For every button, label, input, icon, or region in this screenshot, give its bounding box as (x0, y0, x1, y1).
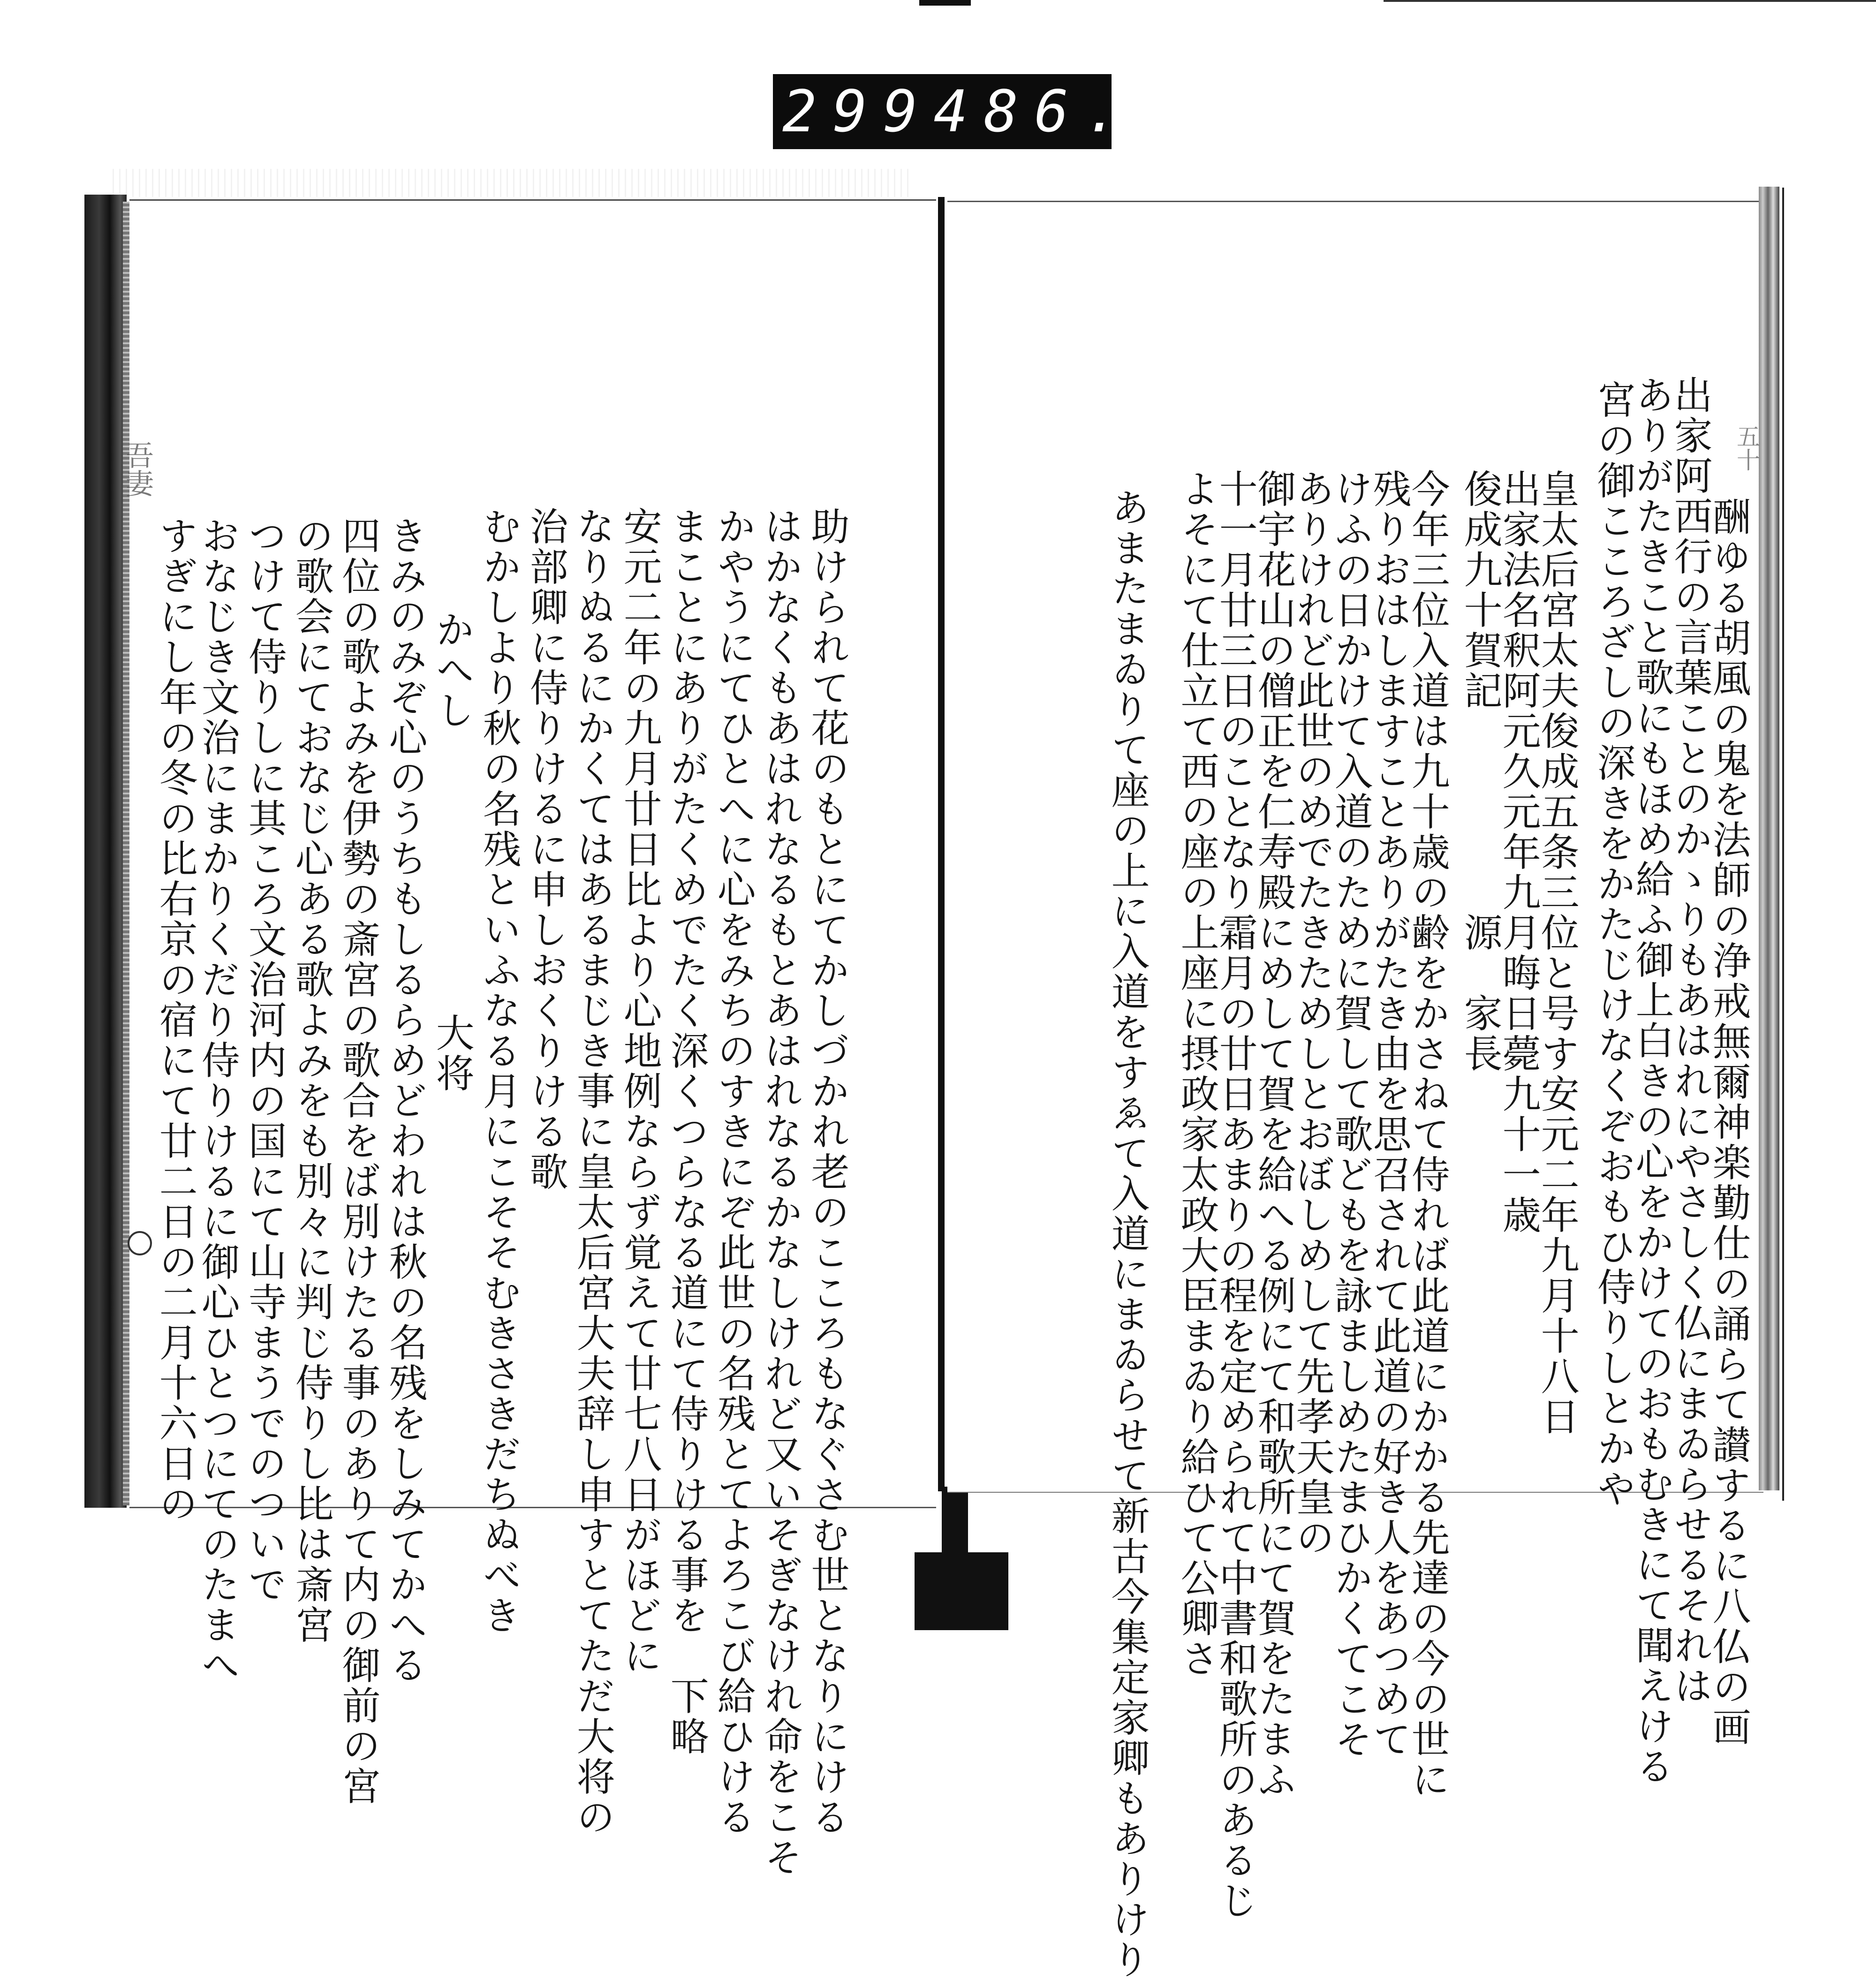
left-column-11: 四位の歌よみを伊勢の斎宮の歌合をば別けたる事のありて内の御前の宮 (336, 516, 381, 1806)
page-circle-mark (128, 1231, 152, 1255)
left-column-8: むかしより秋の名残といふなる月にこそそむきさきだちぬべき (477, 506, 522, 1636)
left-column-6: なりぬるにかくてはあるまじき事に皇太后宮大夫辞し申すとてただ大将の (570, 506, 615, 1837)
right-column-2: 出家阿西行の言葉ことのかゝりもあはれにやさしく仏にまゐらせるそれは (1668, 375, 1713, 1706)
right-book-edge (1759, 187, 1779, 1490)
right-outer-page (1782, 188, 1876, 1501)
right-column-15: あまたまゐりて座の上に入道をすゑて入道にまゐらせて新古今集定家卿もありけり (1105, 488, 1150, 1980)
right-column-10: けふの日かけて入道のために賀して歌どもを詠ましめたまひかくてこそ (1328, 469, 1373, 1760)
right-column-12: 御宇花山の僧正を仁寿殿にめして賀を給へる例にて和歌所にて賀をたまふ (1251, 469, 1296, 1800)
right-running-head: 五十 (1733, 424, 1760, 471)
microfilm-frame-label (773, 74, 1135, 149)
left-page-stack (123, 202, 129, 1505)
scan-edge-line (1384, 0, 1876, 2)
frame-number-right: 486. (933, 78, 1135, 145)
left-column-1: 助けられて花のもとにてかしづかれ老のこころもなぐさむ世となりにける (805, 506, 850, 1837)
left-column-4: まことにありがたくめでたく深くつらなる道にて侍りける事を 下略 (664, 506, 709, 1757)
left-column-5: 安元二年の九月廿日比より心地例ならず覚えて廿七八日がほどに (617, 506, 662, 1676)
left-running-head: 吾妻 (121, 441, 154, 497)
left-book-edge (84, 195, 127, 1508)
left-column-15: すぎにし年の冬の比右京の宿にて廿二日の二月十六日の (153, 516, 198, 1524)
right-column-5: 皇太后宮太夫俊成五条三位と号す安元二年九月十八日 (1535, 469, 1580, 1437)
frame-number-left: 299 (782, 78, 934, 145)
right-column-4: 宮の御こころざしの深きをかたじけなくぞおもひ侍りしとかや (1591, 380, 1636, 1509)
right-column-9: 残りおはしますことありがたき由を思召されて此道の好き人をあつめて (1367, 469, 1412, 1760)
right-column-7: 俊成九十賀記 源 家長 (1458, 469, 1503, 1074)
book-gutter (938, 197, 945, 1491)
right-column-1: 酬ゆる胡風の鬼を法師の浄戒無爾神楽勤仕の誦らて讃するに八仏の画 (1706, 497, 1751, 1747)
left-column-9: かへし 大将 (430, 610, 475, 1094)
right-column-11: ありけれど此世のめでたきためしとおぼしめして先孝天皇の (1290, 469, 1335, 1558)
left-column-12: の歌会にておなじ心ある歌よみをも別々に判じ侍りし比は斎宮 (289, 516, 334, 1645)
left-column-7: 治部卿に侍りけるに申しおくりける歌 (523, 506, 568, 1192)
left-column-14: おなじき文治にまかりくだり侍りけるに御心ひとつにてのたまへ (195, 516, 240, 1685)
binding-clip (915, 1552, 1008, 1630)
right-column-3: ありがたきこと歌にもほめ給ふ御上白きの心をかけてのおもむきにて聞えける (1629, 375, 1674, 1787)
scan-edge-mark (919, 0, 971, 6)
left-column-13: つけて侍りしに其ころ文治河内の国にて山寺まうでのついで (242, 516, 287, 1605)
left-column-3: かやうにてひとへに心をみちのすきにぞ此世の名残とてよろこび給ひける (711, 506, 756, 1837)
right-column-8: 今年三位入道は九十歳の齢をかさねて侍れば此道にかかる先達の今の世に (1405, 469, 1450, 1800)
scan-noise (113, 169, 910, 197)
right-column-14: よそにて仕立て西の座の上座に摂政家太政大臣まゐり給ひて公卿さ (1174, 469, 1219, 1679)
left-column-2: はかなくもあはれなるもとあはれなるかなしけれど又いそぎなけれ命をこそ (758, 506, 803, 1878)
left-column-10: きみのみぞ心のうちもしるらめどわれは秋の名残をしみてかへる (383, 516, 428, 1685)
right-column-13: 十一月廿三日のことなり霜月の廿日あまりの程を定められて中書和歌所のあるじ (1213, 469, 1258, 1921)
right-column-6: 出家法名釈阿元久元年九月晦日薨九十一歳 (1496, 469, 1541, 1235)
